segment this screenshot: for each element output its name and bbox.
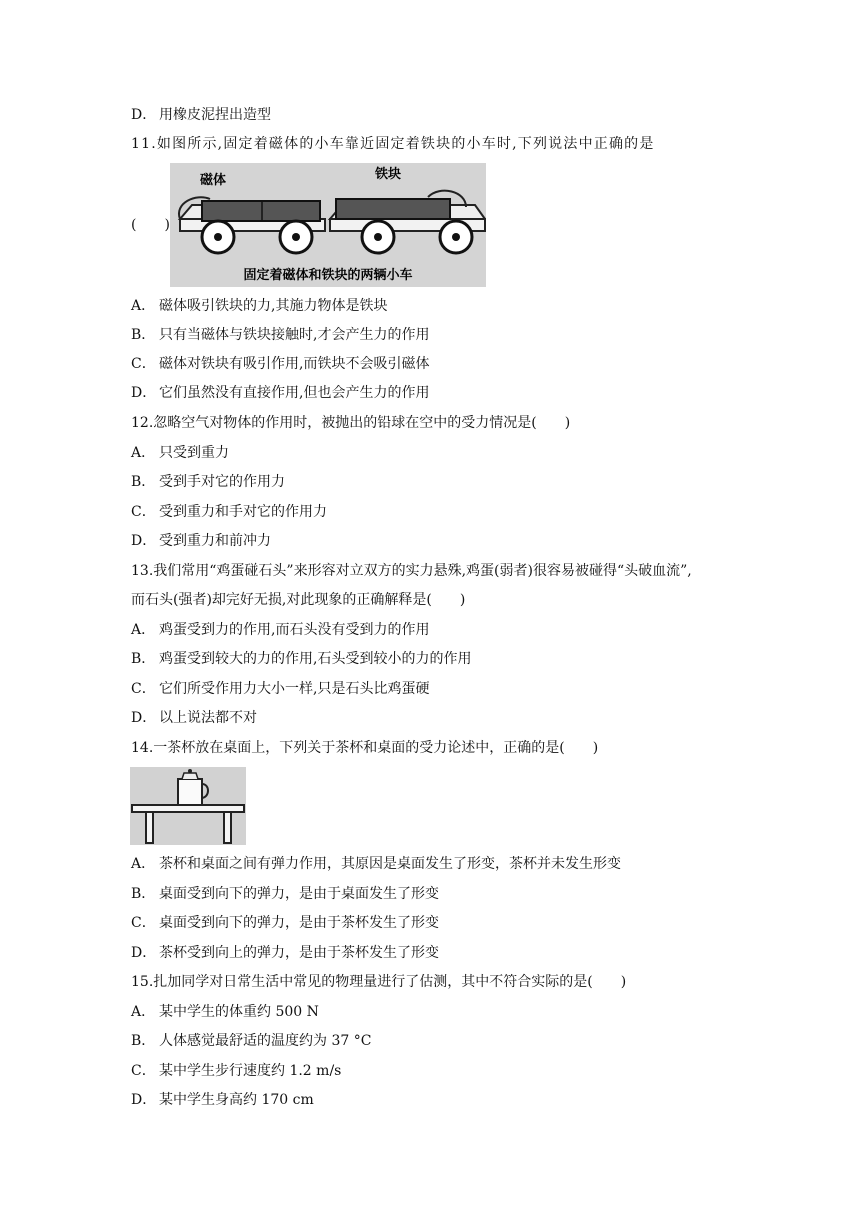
q13-option-c [131,679,429,699]
q14-option-d [131,943,439,963]
q13-option-a [131,620,429,640]
figure-caption: 固定着磁体和铁块的两辆小车 [243,268,413,283]
q11-answer-paren: ( ) [131,217,170,233]
option-letter: A． [131,622,156,638]
q12-stem: 12.忽略空气对物体的作用时，被抛出的铅球在空中的受力情况是( ) [131,415,571,431]
option-text: 茶杯受到向上的弹力，是由于茶杯发生了形变 [159,945,439,961]
option-letter: B． [131,327,156,343]
q14-stem: 14.一茶杯放在桌面上，下列关于茶杯和桌面的受力论述中，正确的是( ) [131,740,599,756]
option-text: 只有当磁体与铁块接触时,才会产生力的作用 [159,327,430,343]
option-letter: A． [131,1004,156,1020]
option-text: 它们虽然没有直接作用,但也会产生力的作用 [159,385,430,401]
option-text: 人体感觉最舒适的温度约为 37 °C [159,1033,372,1049]
option-letter: C． [131,356,156,372]
q10-option-d [131,105,271,125]
option-text: 磁体对铁块有吸引作用,而铁块不会吸引磁体 [159,356,430,372]
option-text: 某中学生步行速度约 1.2 m/s [159,1063,342,1079]
option-letter: D． [131,385,157,401]
carts-illustration [170,163,486,287]
option-text: 受到手对它的作用力 [159,474,285,490]
option-letter: B． [131,474,156,490]
option-letter: D． [131,945,157,961]
option-text: 桌面受到向下的弹力，是由于桌面发生了形变 [159,886,439,902]
q12-option-c [131,502,327,522]
q13-stem-line2: 而石头(强者)却完好无损,对此现象的正确解释是( ) [131,592,466,608]
q15-option-d [131,1090,314,1110]
q14-option-a [131,854,621,874]
option-text: 以上说法都不对 [159,710,257,726]
option-text: 受到重力和手对它的作用力 [159,504,327,520]
q15-option-b [131,1031,371,1051]
option-letter: C． [131,681,156,697]
option-text: 用橡皮泥捏出造型 [159,107,271,123]
q11-option-b [131,325,429,345]
option-text: 桌面受到向下的弹力，是由于茶杯发生了形变 [159,915,439,931]
option-letter: B． [131,886,156,902]
q11-figure-carts [170,163,486,287]
option-letter: A． [131,856,156,872]
q14-figure-teacup-table [130,767,246,845]
option-letter: D． [131,1092,157,1108]
option-letter: D． [131,710,157,726]
q14-option-b [131,884,439,904]
q15-stem: 15.扎加同学对日常生活中常见的物理量进行了估测，其中不符合实际的是( ) [131,974,627,990]
option-text: 只受到重力 [159,445,229,461]
q12-option-a [131,443,229,463]
option-text: 磁体吸引铁块的力,其施力物体是铁块 [159,298,388,314]
q11-stem: 11.如图所示,固定着磁体的小车靠近固定着铁块的小车时,下列说法中正确的是 [131,136,655,152]
option-letter: D． [131,533,157,549]
option-letter: C． [131,1063,156,1079]
q13-stem-line1: 13.我们常用“鸡蛋碰石头”来形容对立双方的实力悬殊,鸡蛋(弱者)很容易被碰得“头破血流”, [131,563,692,579]
option-letter: B． [131,651,156,667]
label-magnet: 磁体 [200,173,227,188]
q14-option-c [131,913,439,933]
option-letter: A． [131,445,156,461]
q15-option-a [131,1002,319,1022]
option-letter: D． [131,107,157,123]
option-letter: B． [131,1033,156,1049]
option-text: 某中学生的体重约 500 N [159,1004,319,1020]
option-text: 受到重力和前冲力 [159,533,271,549]
option-text: 鸡蛋受到较大的力的作用,石头受到较小的力的作用 [159,651,472,667]
q12-option-b [131,472,285,492]
q13-option-b [131,649,471,669]
q13-option-d [131,708,257,728]
option-text: 鸡蛋受到力的作用,而石头没有受到力的作用 [159,622,430,638]
option-letter: C． [131,504,156,520]
q11-option-d [131,383,429,403]
label-iron: 铁块 [375,167,402,182]
option-text: 它们所受作用力大小一样,只是石头比鸡蛋硬 [159,681,430,697]
q11-option-a [131,296,387,316]
option-text: 某中学生身高约 170 cm [159,1092,314,1108]
option-letter: C． [131,915,156,931]
option-text: 茶杯和桌面之间有弹力作用，其原因是桌面发生了形变，茶杯并未发生形变 [159,856,621,872]
teacup-on-table-illustration [130,767,246,845]
q12-option-d [131,531,271,551]
q15-option-c [131,1061,341,1081]
q11-option-c [131,354,429,374]
option-letter: A． [131,298,156,314]
